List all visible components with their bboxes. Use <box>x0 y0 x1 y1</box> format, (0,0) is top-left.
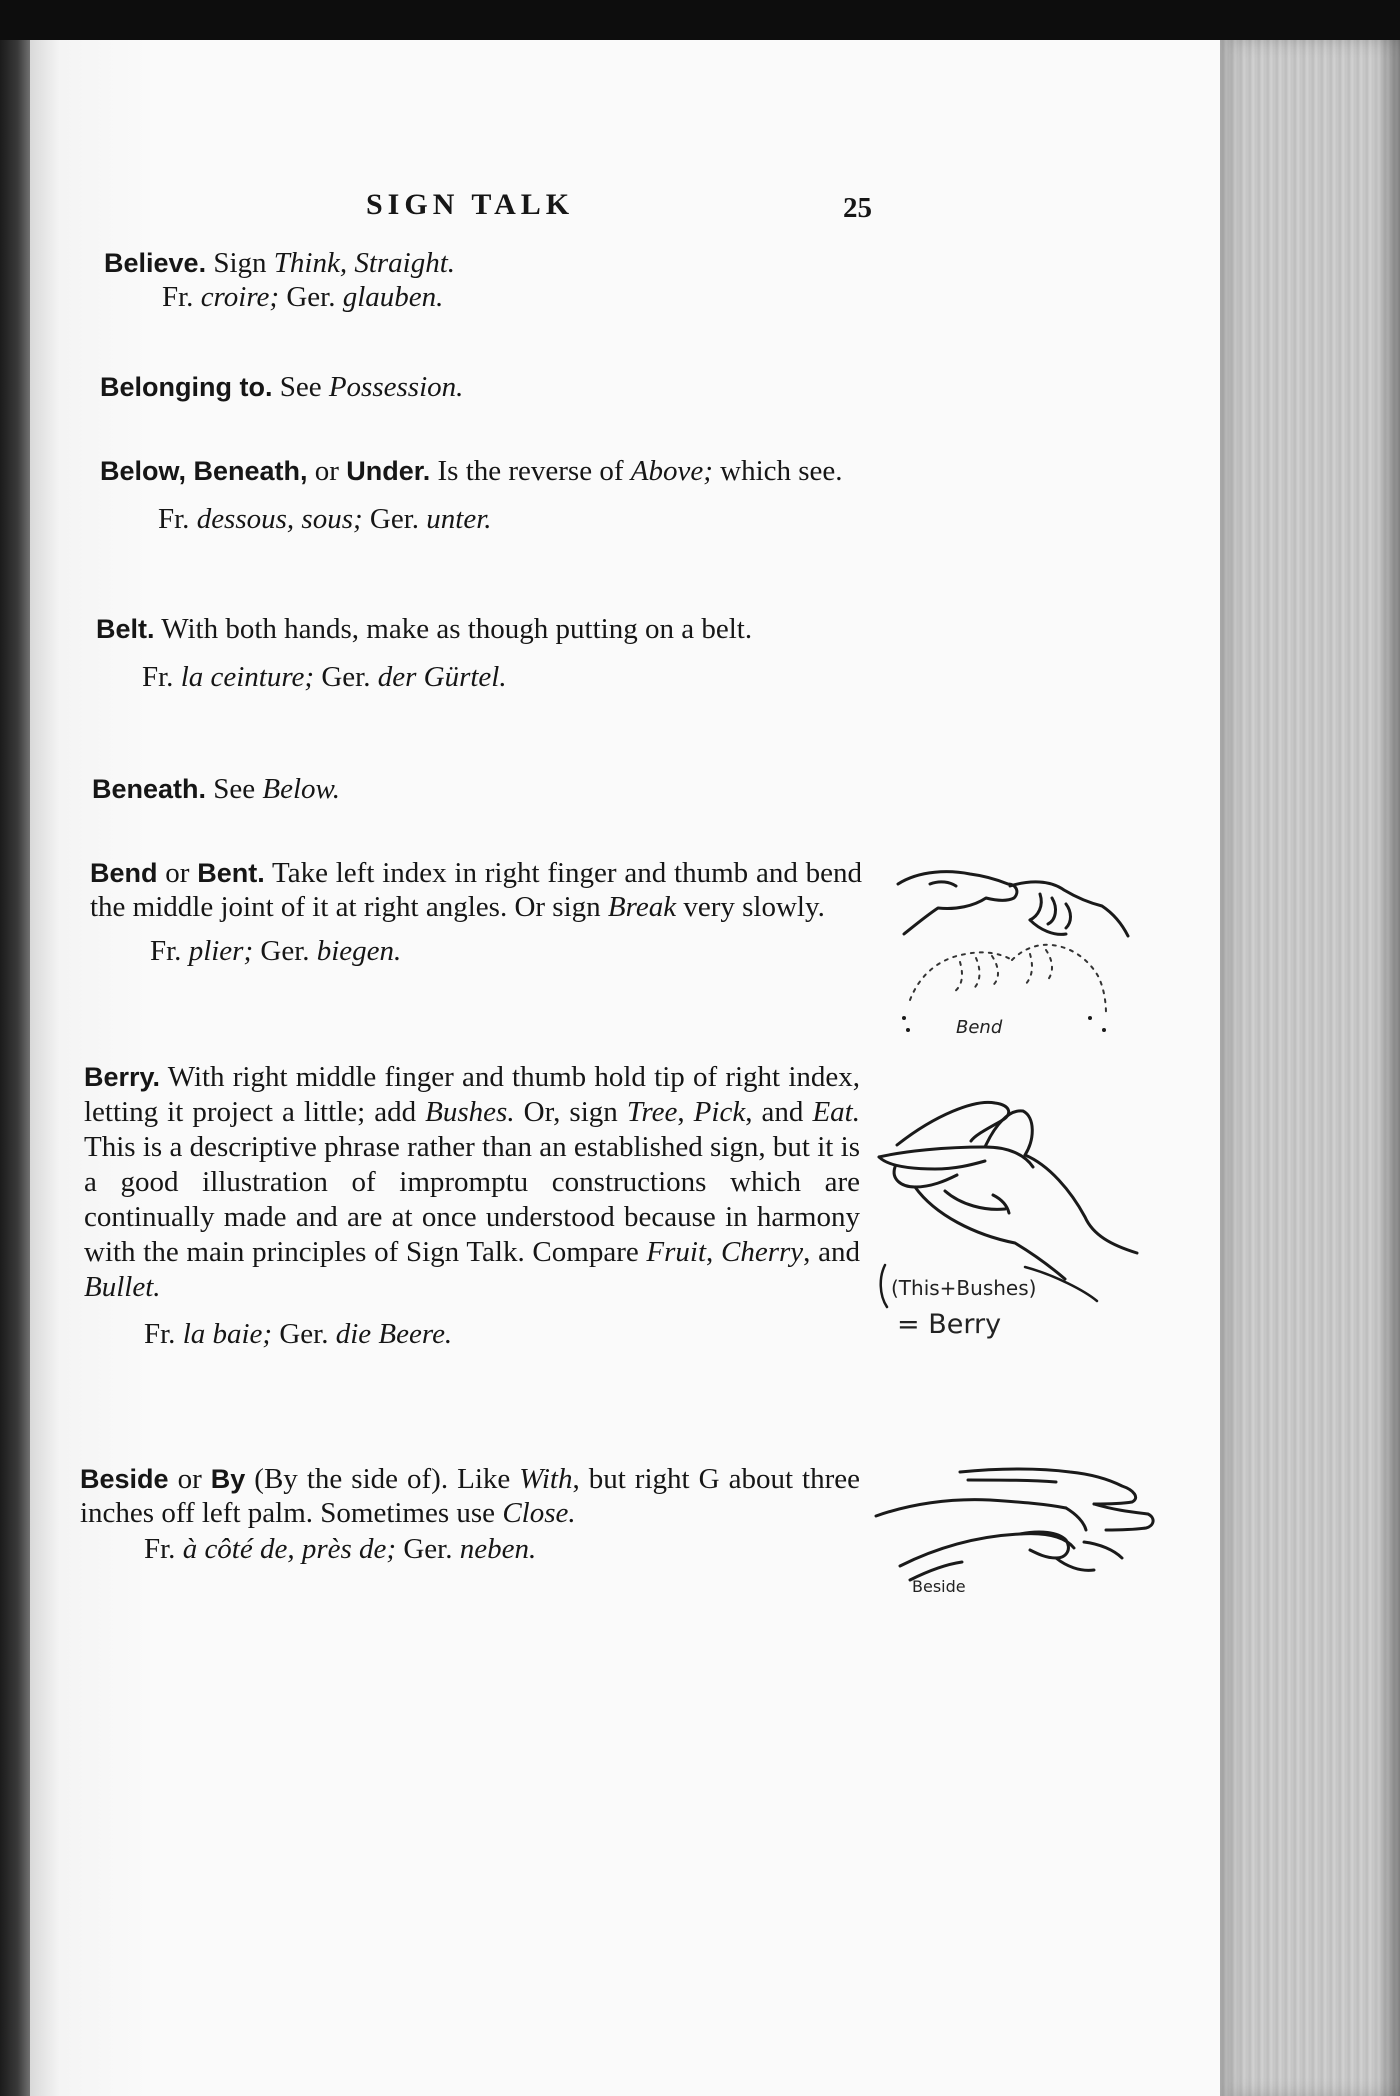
entry-belt: Belt. With both hands, make as though putting on a belt. Fr. la ceinture; Ger. der Gürtel. <box>96 612 868 694</box>
translation: Fr. à côté de, près de; Ger. neben. <box>144 1533 537 1565</box>
translation: Fr. la baie; Ger. die Beere. <box>144 1318 453 1350</box>
headword: Berry. <box>84 1062 161 1092</box>
headword: Bend <box>90 858 158 888</box>
bend-caption: Bend <box>956 1017 1003 1038</box>
entry-beneath: Beneath. See Below. <box>92 773 340 805</box>
translation: Fr. plier; Ger. biegen. <box>150 935 402 967</box>
berry-caption-1: (This+Bushes) <box>891 1276 1037 1300</box>
bend-hands-illustration <box>890 850 1170 1050</box>
entry-below: Below, Beneath, or Under. Is the reverse of Above; which see. Fr. dessous, sous; Ger. unter. <box>100 454 870 536</box>
beside-hands-illustration <box>870 1460 1170 1600</box>
entry-beside: Beside or By (By the side of). Like With, but right G about three inches off left palm. Sometimes use Close. Fr. à côté de, près de; Ger. neben. <box>80 1463 860 1565</box>
headword: Belonging to. <box>100 372 273 402</box>
beside-caption: Beside <box>912 1577 966 1596</box>
headword: Below, Beneath, <box>100 456 308 486</box>
translation: Fr. dessous, sous; Ger. unter. <box>158 503 492 535</box>
headword: Beside <box>80 1464 169 1494</box>
entry-believe: Believe. Sign Think, Straight. Fr. croire; Ger. glauben. <box>104 246 864 314</box>
entry-berry: Berry. With right middle finger and thumb hold tip of right index, letting it project a little; add Bushes. Or, sign Tree, Pick, and Eat. This is a descriptive phrase rather than an established sign, but it is a good illustration of impromptu constructions which are continually made and are at once understood because in harmony with the main principles of Sign Talk. Compare Fruit, Cherry, and Bullet. Fr. la baie; Ger. die Beere. <box>84 1061 860 1350</box>
headword: Beneath. <box>92 774 207 804</box>
berry-hand-illustration <box>875 1095 1165 1345</box>
entry-bend: Bend or Bent. Take left index in right finger and thumb and bend the middle joint of it at right angles. Or sign Break very slowly. Fr. plier; Ger. biegen. <box>90 857 862 967</box>
headword: Belt. <box>96 614 155 644</box>
translation: Fr. la ceinture; Ger. der Gürtel. <box>142 661 507 693</box>
entry-belonging-to: Belonging to. See Possession. <box>100 371 464 403</box>
berry-caption-2: = Berry <box>897 1309 1002 1340</box>
book-spine <box>0 40 32 2096</box>
translation: Fr. croire; Ger. glauben. <box>162 281 444 313</box>
page-edges <box>1220 40 1400 2096</box>
running-header-title: SIGN TALK <box>366 188 575 221</box>
page-number: 25 <box>843 192 872 224</box>
headword: Believe. <box>104 248 207 278</box>
top-shadow-bar <box>0 0 1400 40</box>
